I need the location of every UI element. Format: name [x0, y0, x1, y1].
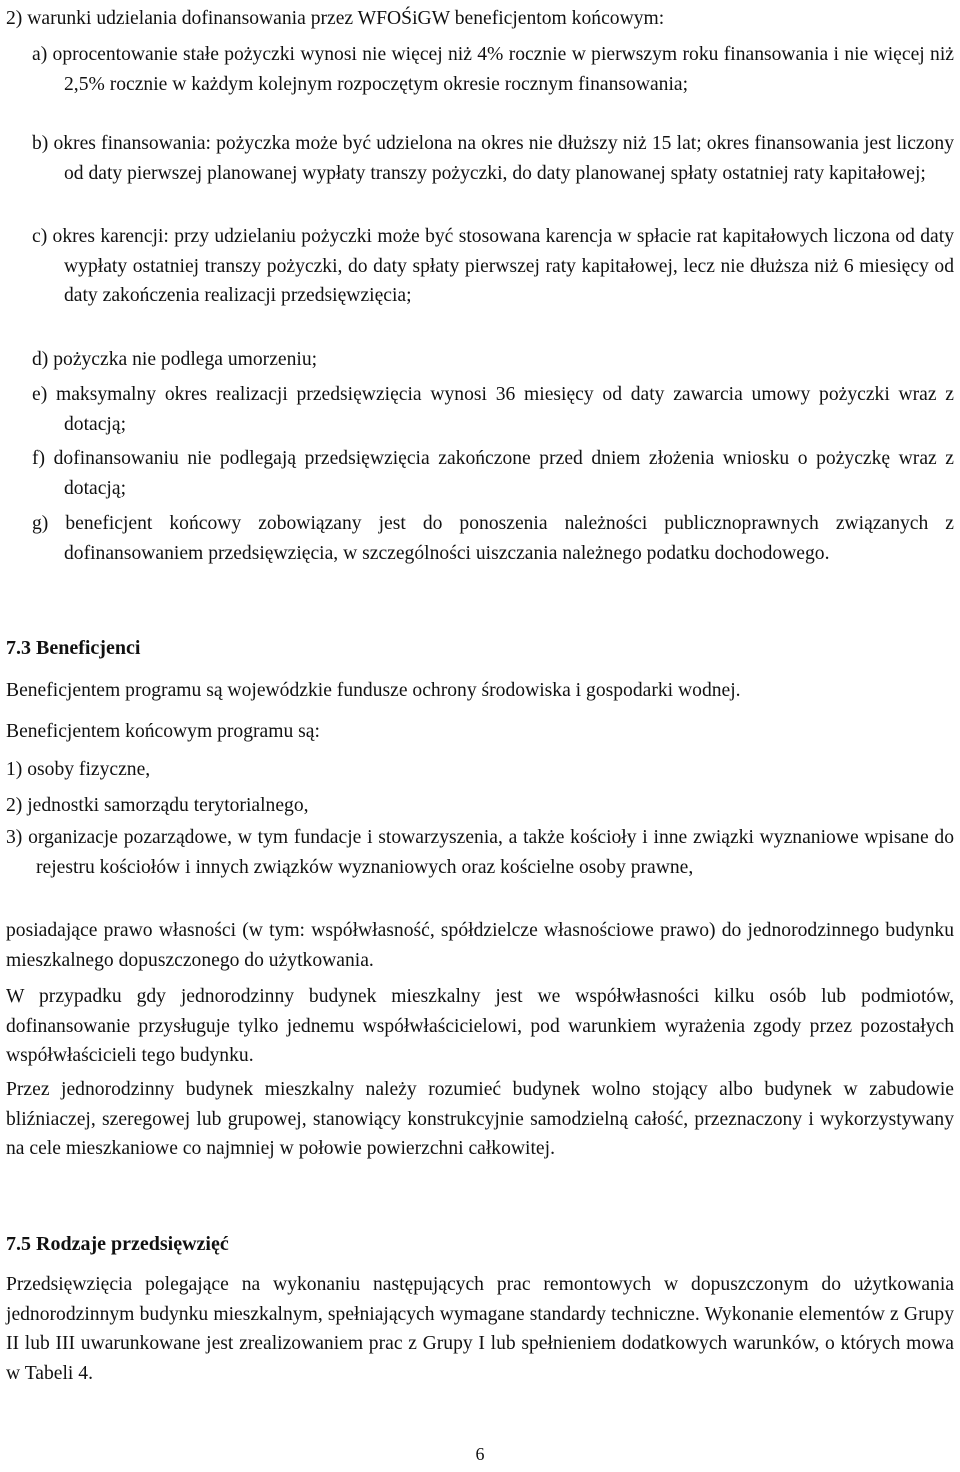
section-heading-beneficiaries: 7.3 Beneficjenci [6, 637, 141, 659]
co-ownership-paragraph: W przypadku gdy jednorodzinny budynek mieszkalny jest we współwłasności kilku osób lub podmiotów, dofinansowanie przysługuje tylko jednemu współwłaścicielowi, pod warunkiem wyrażenia zgody przez pozostałych współwłaścicieli tego budynku. [6, 986, 954, 1066]
project-types-paragraph: Przedsięwzięcia polegające na wykonaniu następujących prac remontowych w dopuszczonym do użytkowania jednorodzinnym budynku mieszkalnym, spełniających wymagane standardy techniczne. Wykonanie elementów z Grupy II lub III uwarunkowane jest zrealizowaniem prac z Grupy I lub spełnieniem dodatkowych warunków, o których mowa w Tabeli 4. [6, 1274, 954, 1384]
final-beneficiary-intro: Beneficjentem końcowym programu są: [6, 721, 320, 742]
building-definition-paragraph: Przez jednorodzinny budynek mieszkalny należy rozumieć budynek wolno stojący albo budynek w zabudowie bliźniaczej, szeregowej lub grupowej, stanowiący konstrukcyjnie samodzielną całość, przeznaczony i wykorzystywany na cele mieszkaniowe co najmniej w połowie powierzchni całkowitej. [6, 1079, 954, 1159]
condition-a: a) oprocentowanie stałe pożyczki wynosi nie więcej niż 4% rocznie w pierwszym roku finansowania i nie więcej niż 2,5% rocznie w każdym kolejnym rozpoczętym okresie rocznym finansowania; [32, 44, 954, 95]
beneficiary-list-item-3: 3) organizacje pozarządowe, w tym fundacje i stowarzyszenia, a także kościoły i inne związki wyznaniowe wpisane do rejestru kościołów i innych związków wyznaniowych oraz kościelne osoby prawne, [6, 827, 954, 878]
condition-d: d) pożyczka nie podlega umorzeniu; [32, 349, 318, 370]
condition-e: e) maksymalny okres realizacji przedsięwzięcia wynosi 36 miesięcy od daty zawarcia umowy pożyczki wraz z dotacją; [32, 384, 954, 435]
beneficiary-paragraph: Beneficjentem programu są wojewódzkie fundusze ochrony środowiska i gospodarki wodnej. [6, 680, 741, 701]
condition-g: g) beneficjent końcowy zobowiązany jest do ponoszenia należności publicznoprawnych związanych z dofinansowaniem przedsięwzięcia, w szczególności uiszczania należnego podatku dochodowego. [32, 513, 954, 564]
condition-c: c) okres karencji: przy udzielaniu pożyczki może być stosowana karencja w spłacie rat kapitałowych liczona od daty wypłaty ostatniej transzy pożyczki, do daty spłaty pierwszej raty kapitałowej, lecz nie dłuższa niż 6 miesięcy od daty zakończenia realizacji przedsięwzięcia; [32, 226, 954, 306]
page-number: 6 [475, 1444, 485, 1464]
section-heading-project-types: 7.5 Rodzaje przedsięwzięć [6, 1233, 229, 1255]
conditions-intro: 2) warunki udzielania dofinansowania przez WFOŚiGW beneficjentom końcowym: [6, 8, 665, 29]
condition-b: b) okres finansowania: pożyczka może być udzielona na okres nie dłuższy niż 15 lat; okres finansowania jest liczony od daty pierwszej planowanej wypłaty transzy pożyczki, do daty planowanej spłaty ostatniej raty kapitałowej; [32, 133, 954, 184]
condition-f: f) dofinansowaniu nie podlegają przedsięwzięcia zakończone przed dniem złożenia wniosku o pożyczkę wraz z dotacją; [32, 448, 954, 499]
beneficiary-list-item-1: 1) osoby fizyczne, [6, 759, 151, 780]
beneficiary-list-item-2: 2) jednostki samorządu terytorialnego, [6, 795, 309, 816]
ownership-paragraph: posiadające prawo własności (w tym: współwłasność, spółdzielcze własnościowe prawo) do jednorodzinnego budynku mieszkalnego dopuszczonego do użytkowania. [6, 920, 954, 971]
